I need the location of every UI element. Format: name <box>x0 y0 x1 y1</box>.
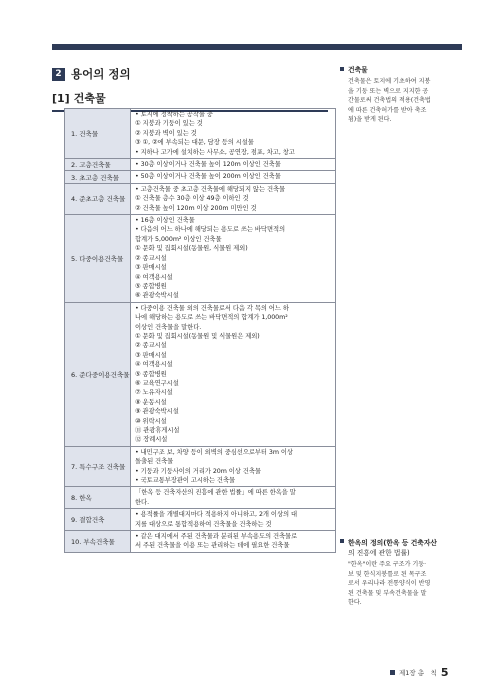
footer-chapter: 제1장 총 칙 <box>399 669 437 677</box>
description-line: • 기둥과 기둥사이의 거리가 20m 이상 건축물 <box>135 467 261 475</box>
term-cell: 6. 준다중이용건축물 <box>65 302 131 446</box>
side-note-line: 건축물은 토지에 기초하여 지붕 <box>348 78 431 85</box>
description-line: ④ 여객용시설 <box>135 273 173 281</box>
description-line: • 50층 이상이거나 건축물 높이 200m 이상인 건축물 <box>135 173 281 181</box>
term-cell: 7. 특수구조 건축물 <box>65 446 131 487</box>
term-cell: 9. 결합건축 <box>65 509 131 531</box>
subsection-number: [1] <box>52 92 70 105</box>
term-cell: 10. 부속건축물 <box>65 531 131 553</box>
side-note-line: "한옥"이란 주요 구조가 기둥· <box>348 561 427 568</box>
description-line: ⑫ 장례시설 <box>135 436 168 444</box>
description-line: ② 건축물 높이 120m 이상 200m 미만인 것 <box>135 204 257 212</box>
description-cell <box>131 215 336 303</box>
side-note-line: 된 건축물 및 부속건축물을 말 <box>348 589 427 597</box>
description-line: 한다. <box>135 498 150 506</box>
section-heading <box>52 66 131 82</box>
description-line: ⑤ 종합병원 <box>135 370 167 378</box>
page-footer <box>390 666 448 679</box>
description-cell <box>131 487 336 509</box>
description-line: • 같은 대지에서 주된 건축물과 분리된 부속용도의 건축물로 <box>135 533 298 541</box>
description-line: 지를 대상으로 통합적용하여 건축물을 건축하는 것 <box>135 520 272 528</box>
side-note-line: 을 기둥 또는 벽으로 지지한 공 <box>348 87 429 95</box>
description-cell <box>131 531 336 553</box>
description-line: ② 종교시설 <box>135 254 167 262</box>
description-line: ⑤ 종합병원 <box>135 282 167 290</box>
description-line: 서 주된 건축물을 이용 또는 관리하는 데에 필요한 건축물 <box>135 542 290 550</box>
side-note-line: 됨)을 받게 된다. <box>348 116 392 124</box>
description-line: ① 지붕과 기둥이 있는 것 <box>135 120 203 128</box>
description-line: • 고층건축물 중 초고층 건축물에 해당되지 않는 건축물 <box>135 185 286 193</box>
description-line: • 토지에 정착하는 공작물 중 <box>135 111 213 118</box>
page-number: 5 <box>440 666 449 679</box>
side-note-title-line: 의 진흥에 관한 법률) <box>348 549 410 557</box>
description-line: ① 건축물 층수 30층 이상 49층 이하인 것 <box>135 195 249 203</box>
side-note-title-line: 한옥의 정의(한옥 등 건축자산 <box>348 539 437 547</box>
description-cell <box>131 171 336 183</box>
description-line: 합계가 5,000m² 이상인 건축물 <box>135 235 222 243</box>
side-note-line: 로서 우리나라 전통양식이 반영 <box>348 580 431 588</box>
term-cell: 8. 한옥 <box>65 487 131 509</box>
table-row <box>65 302 336 446</box>
description-cell <box>131 159 336 171</box>
table-row <box>65 487 336 509</box>
side-note-hanok <box>340 537 464 608</box>
term-cell: 4. 준초고층 건축물 <box>65 183 131 214</box>
side-note-line: 보 및 한식지붕틀로 된 목구조 <box>348 570 427 578</box>
description-line: ③ 판매시설 <box>135 351 167 359</box>
description-line: ④ 여객용시설 <box>135 361 173 369</box>
description-cell <box>131 109 336 159</box>
side-note-line: 에 따른 건축허가를 받아 축조 <box>348 106 427 114</box>
description-line: ③ 판매시설 <box>135 264 167 272</box>
description-line: ① 문화 및 집회시설(동물원, 식물원 제외) <box>135 245 248 253</box>
section-number-badge: 2 <box>52 68 65 81</box>
description-line: ⑨ 관광숙박시설 <box>135 408 179 416</box>
description-line: 이상인 건축물을 말한다. <box>135 323 202 331</box>
description-cell <box>131 509 336 531</box>
description-line: 돌출된 건축물 <box>135 458 174 466</box>
side-note-line: 한다. <box>348 599 362 607</box>
description-line: ① 문화 및 집회시설(동물원 및 식물원은 제외) <box>135 332 260 340</box>
term-cell: 2. 고층건축물 <box>65 159 131 171</box>
description-line: ⑧ 운동시설 <box>135 398 167 406</box>
table-row <box>65 215 336 303</box>
square-bullet-icon <box>390 670 395 675</box>
description-line: • 30층 이상이거나 건축물 높이 120m 이상인 건축물 <box>135 161 281 169</box>
square-bullet-icon <box>340 67 344 71</box>
square-bullet-icon <box>340 539 344 543</box>
table-row <box>65 509 336 531</box>
description-line: ⑪ 관광휴게시설 <box>135 427 180 434</box>
side-note-body <box>340 560 464 608</box>
side-note-line: 간물로써 건축법의 적용(건축법 <box>348 97 431 105</box>
description-line: ② 종교시설 <box>135 342 167 350</box>
description-line: ⑥ 교육연구시설 <box>135 379 179 387</box>
description-line: • 지하나 고가에 설치하는 사무소, 공연장, 점포, 차고, 창고 <box>135 148 295 156</box>
description-line: ⑩ 위락시설 <box>135 417 167 425</box>
table-row <box>65 109 336 159</box>
description-line: • 다음의 어느 하나에 해당되는 용도로 쓰는 바닥면적의 <box>135 226 286 234</box>
description-line: • 다중이용 건축물 외의 건축물로서 다음 각 목의 어느 하 <box>135 304 289 312</box>
table-row <box>65 446 336 487</box>
term-cell: 1. 건축물 <box>65 109 131 159</box>
description-line: 나에 해당하는 용도로 쓰는 바닥면적의 합계가 1,000m² <box>135 314 288 322</box>
definitions-table <box>64 108 336 553</box>
side-note-title <box>348 537 437 557</box>
description-cell <box>131 183 336 214</box>
table-row <box>65 171 336 183</box>
table-row <box>65 183 336 214</box>
subsection-title: 건축물 <box>73 92 106 105</box>
description-cell <box>131 446 336 487</box>
side-note-body <box>340 77 464 125</box>
description-line: ⑥ 관광숙박시설 <box>135 292 179 300</box>
table-row <box>65 531 336 553</box>
description-line: • 국토교통부장관이 고시하는 건축물 <box>135 477 236 485</box>
description-line: ⑦ 노유자시설 <box>135 389 173 397</box>
side-note-building <box>340 64 464 125</box>
term-cell: 3. 초고층 건축물 <box>65 171 131 183</box>
side-note-title: 건축물 <box>348 66 368 74</box>
description-line: • 16층 이상인 건축물 <box>135 217 195 225</box>
term-cell: 5. 다중이용건축물 <box>65 215 131 303</box>
description-line: 「한옥 등 건축자산의 진흥에 관한 법률」에 따른 한옥을 말 <box>135 489 296 497</box>
section-title: 용어의 정의 <box>71 67 131 81</box>
description-line: ③ ①, ②에 부속되는 대문, 담장 등의 시설물 <box>135 139 254 147</box>
description-line: ② 지붕과 벽이 있는 것 <box>135 129 197 137</box>
top-rule-bar <box>52 44 462 50</box>
description-cell <box>131 302 336 446</box>
description-line: • 내민구조 보, 차양 등이 외벽의 중심선으로부터 3m 이상 <box>135 448 293 456</box>
description-line: • 용적률을 개별대지마다 적용하지 아니하고, 2개 이상의 대 <box>135 511 297 519</box>
table-row <box>65 159 336 171</box>
